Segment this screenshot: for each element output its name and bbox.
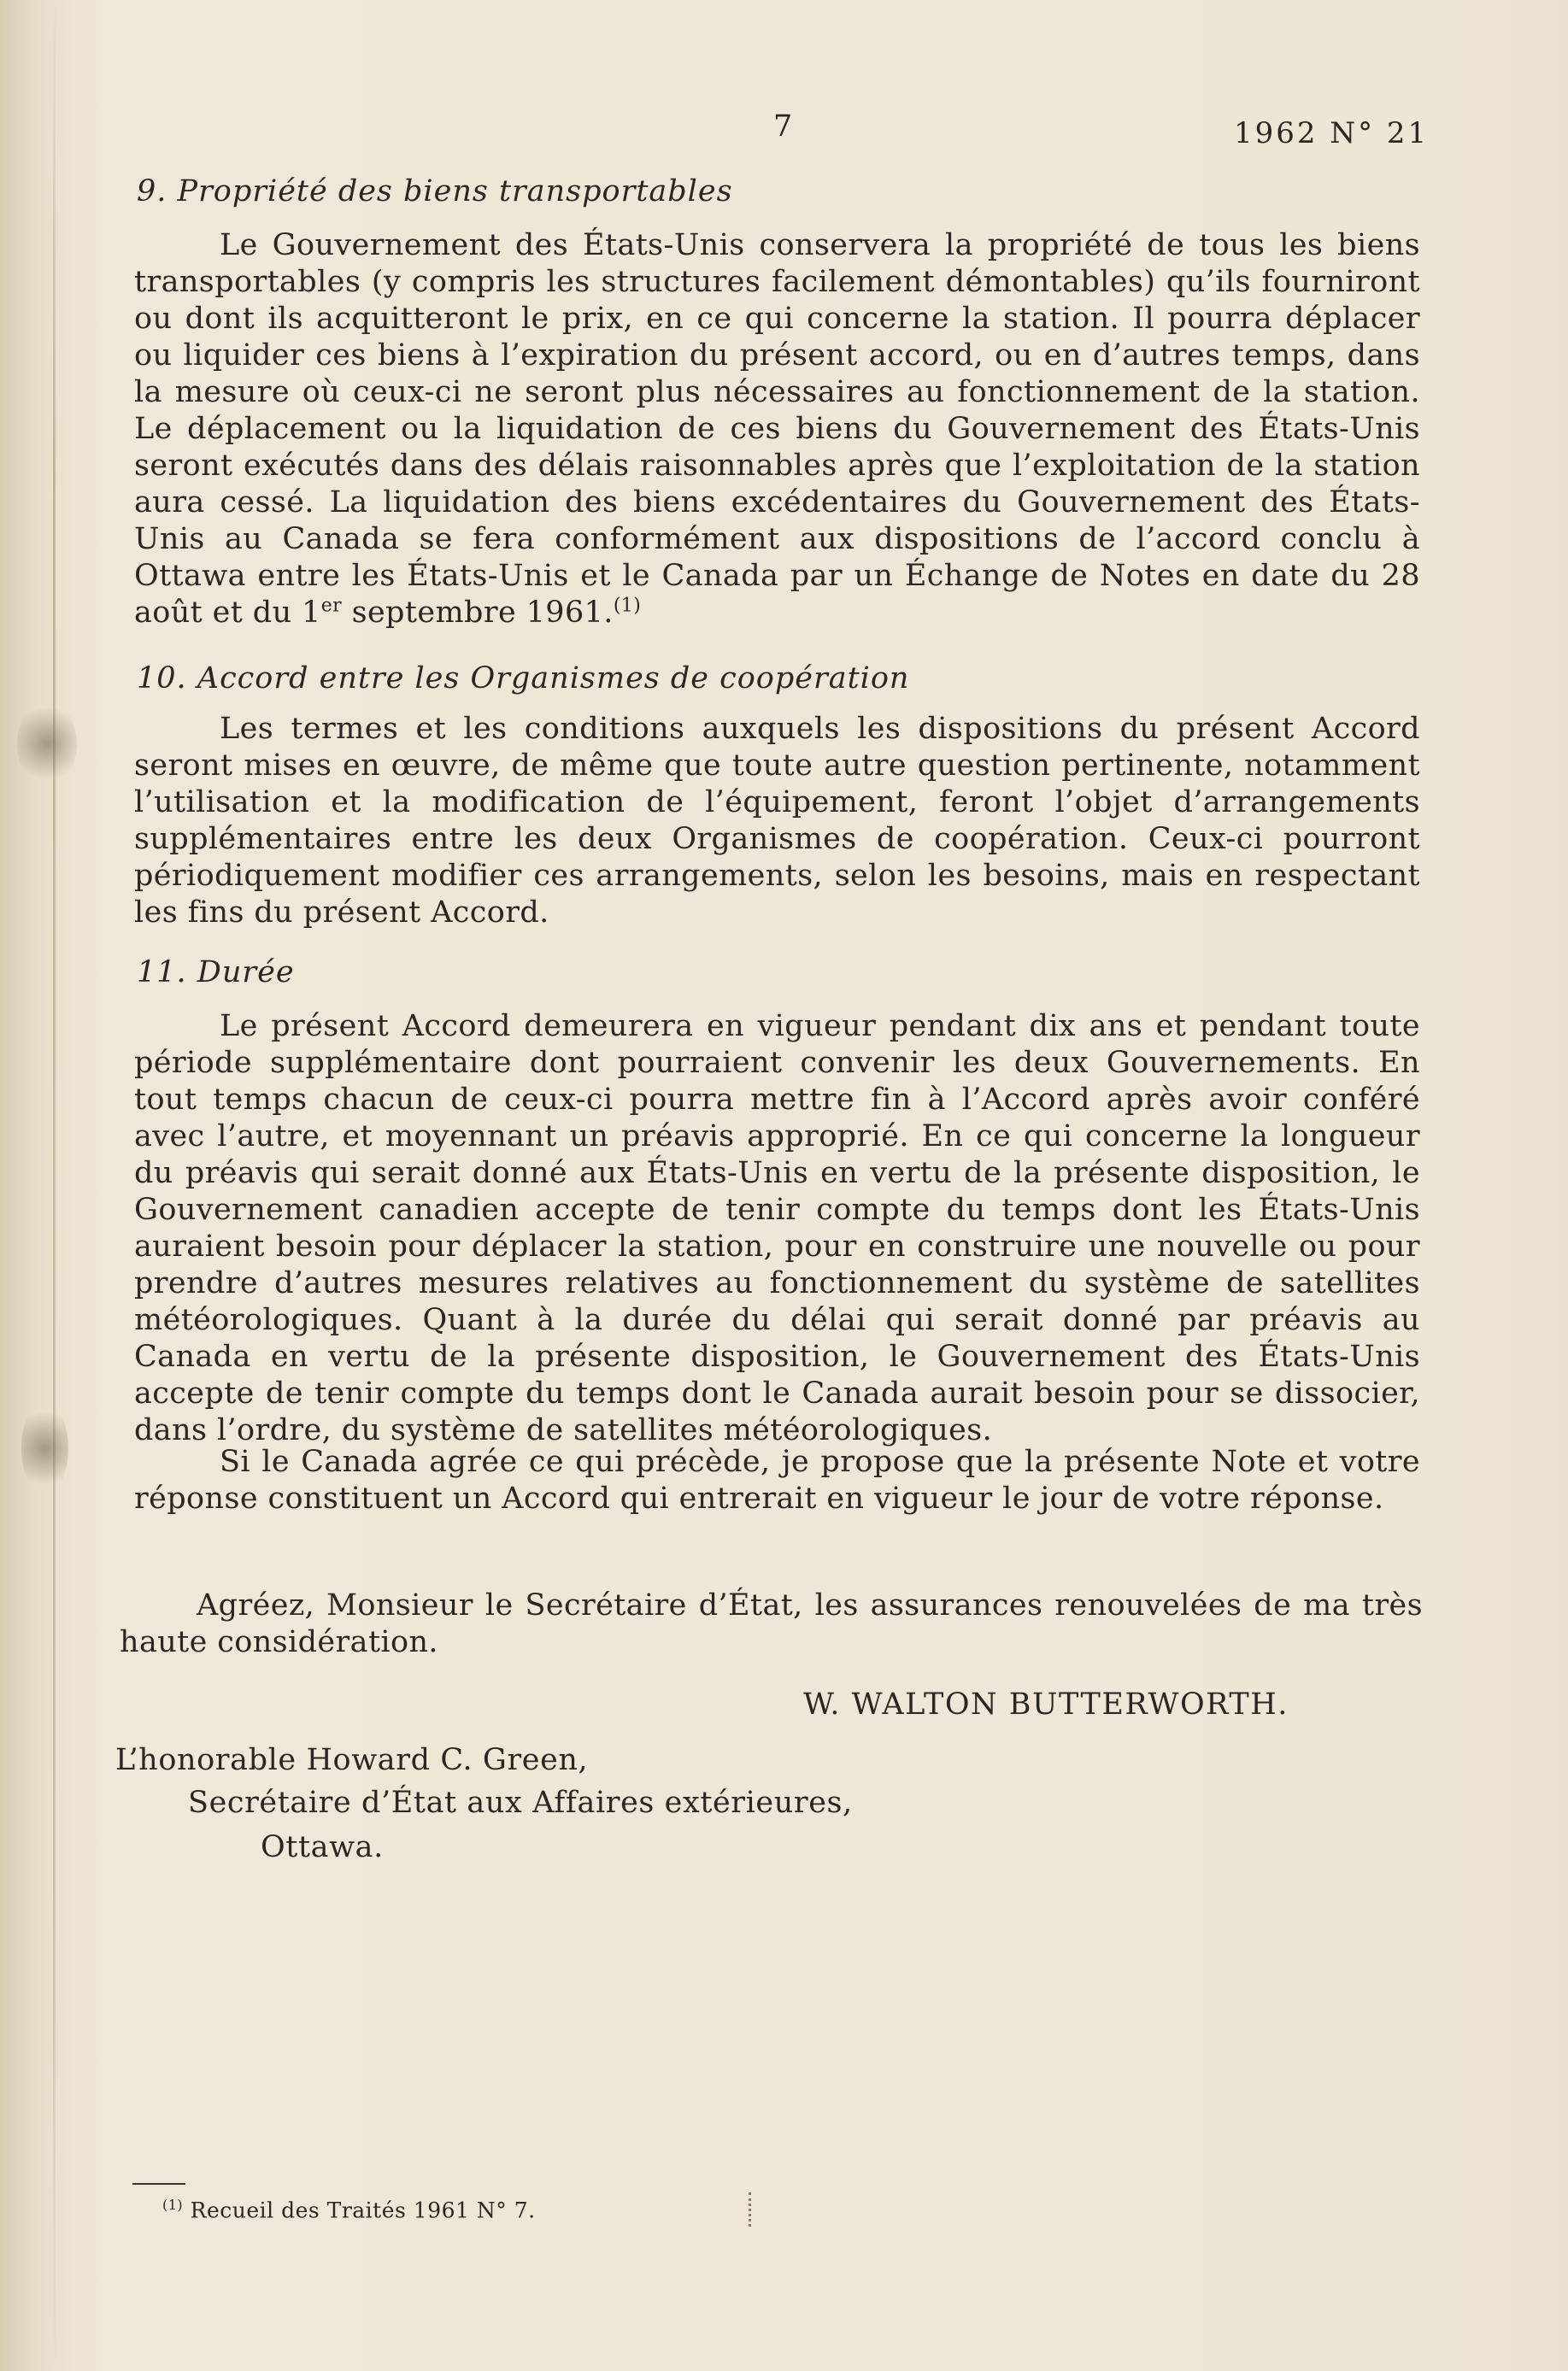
printer-mark bbox=[749, 2192, 756, 2227]
footnote bbox=[162, 2197, 536, 2222]
addressee-name: L’honorable Howard C. Green, bbox=[115, 1743, 589, 1777]
footnote-rule bbox=[132, 2183, 185, 2185]
section-heading-10: 10. Accord entre les Organismes de coopération bbox=[137, 661, 910, 695]
binding-shadow bbox=[53, 0, 56, 2371]
section-9-paragraph bbox=[134, 227, 1420, 631]
footnote-text: Recueil des Traités 1961 N° 7. bbox=[190, 2198, 536, 2223]
ordinal-superscript: er bbox=[320, 595, 343, 617]
footnote-marker: (1) bbox=[162, 2197, 184, 2213]
addressee-city: Ottawa. bbox=[261, 1830, 384, 1864]
addressee-title: Secrétaire d’État aux Affaires extérieures, bbox=[188, 1786, 853, 1820]
proposal-paragraph: Si le Canada agrée ce qui précède, je propose que la présente Note et votre réponse constituent un Accord qui entrerait en vigueur le jour de votre réponse. bbox=[134, 1445, 1420, 1516]
section-10-paragraph: Les termes et les conditions auxquels les dispositions du présent Accord seront mises en œuvre, de même que toute autre question pertinente, notamment l’utilisation et la modification de l’équipement, feront l’objet d’arrangements supplémentaires entre les deux Organismes de coopération. Ceux-ci pourront périodiquement modifier ces arrangements, selon les besoins, mais en respectant les fins du présent Accord. bbox=[134, 712, 1420, 930]
closing-formula: Agréez, Monsieur le Secrétaire d’État, les assurances renouvelées de ma très haute considération. bbox=[120, 1588, 1423, 1659]
signature: W. WALTON BUTTERWORTH. bbox=[803, 1687, 1289, 1722]
section-heading-9: 9. Propriété des biens transportables bbox=[137, 174, 733, 208]
margin-stain-bottom bbox=[21, 1401, 68, 1495]
footnote-reference: (1) bbox=[613, 595, 642, 617]
section-9-tail: septembre 1961. bbox=[342, 596, 614, 630]
section-heading-11: 11. Durée bbox=[137, 955, 295, 989]
margin-stain-top bbox=[17, 701, 77, 786]
section-9-text: Le Gouvernement des États-Unis conservera la propriété de tous les biens transportables (y compris les structures facilement démontables) qu’ils fourniront ou dont ils acquitteront le prix, en ce qui concerne la station. Il pourra déplacer ou liquider ces biens à l’expiration du présent accord, ou en d’autres temps, dans la mesure où ceux-ci ne seront plus nécessaires au fonctionnement de la station. Le déplacement ou la liquidation de ces biens du Gouvernement des États-Unis seront exécutés dans des délais raisonnables après que l’exploitation de la station aura cessé. La liquidation des biens excédentaires du Gouvernement des États-Unis au Canada se fera conformément aux dispositions de l’accord conclu à Ottawa entre les États-Unis et le Canada par un Échange de Notes en date du 28 août et du 1 bbox=[134, 228, 1420, 630]
issue-reference: 1962 N° 21 bbox=[1234, 116, 1430, 150]
section-11-paragraph: Le présent Accord demeurera en vigueur pendant dix ans et pendant toute période supplémentaire dont pourraient convenir les deux Gouvernements. En tout temps chacun de ceux-ci pourra mettre fin à l’Accord après avoir conféré avec l’autre, et moyennant un préavis approprié. En ce qui concerne la longueur du préavis qui serait donné aux États-Unis en vertu de la présente disposition, le Gouvernement canadien accepte de tenir compte du temps dont les États-Unis auraient besoin pour déplacer la station, pour en construire une nouvelle ou pour prendre d’autres mesures relatives au fonctionnement du système de satellites météorologiques. Quant à la durée du délai qui serait donné par préavis au Canada en vertu de la présente disposition, le Gouvernement des États-Unis accepte de tenir compte du temps dont le Canada aurait besoin pour se dissocier, dans l’ordre, du système de satellites météorologiques. bbox=[134, 1009, 1420, 1447]
page-number: 7 bbox=[773, 109, 794, 144]
